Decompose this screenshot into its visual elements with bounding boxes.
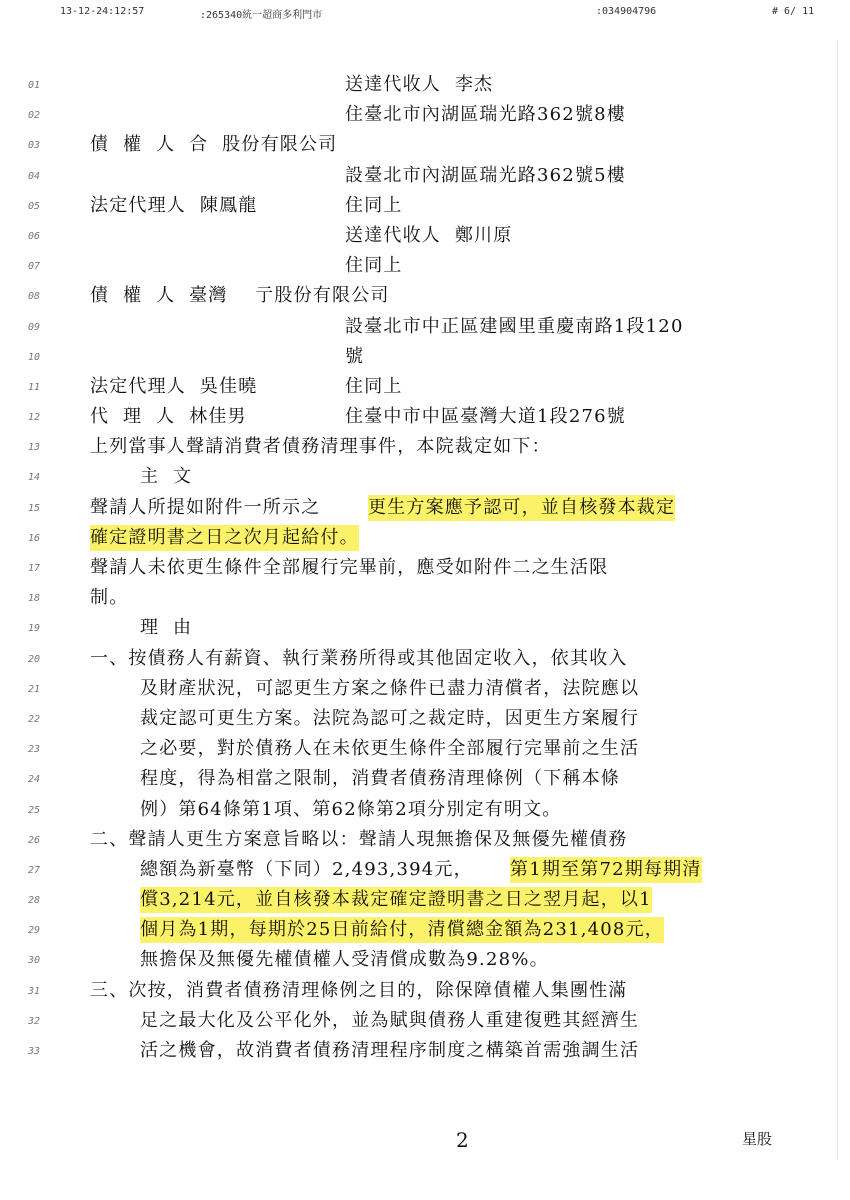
- line-text: 之必要，對於債務人在未依更生條件全部履行完畢前之生活: [140, 738, 640, 760]
- line-text: 裁定認可更生方案。法院為認可之裁定時，因更生方案履行: [140, 707, 640, 729]
- line-text: 號: [345, 345, 365, 367]
- document-body: [0, 70, 850, 1066]
- line-text: 一、按債務人有薪資、執行業務所得或其他固定收入，依其收入: [90, 647, 628, 669]
- line-text: 住臺中市中區臺灣大道1段276號: [345, 406, 627, 428]
- document-line: [0, 70, 850, 100]
- line-text: 住同上: [345, 194, 403, 216]
- fax-datetime: 13-12-24:12:57: [60, 6, 145, 17]
- document-line: [0, 191, 850, 221]
- line-text: 聲請人所提如附件一所示之: [90, 496, 321, 518]
- line-number: 30: [28, 955, 41, 967]
- line-number: 29: [28, 925, 41, 937]
- document-line: [0, 976, 850, 1006]
- line-number: 19: [28, 623, 41, 635]
- line-number: 09: [28, 321, 41, 333]
- line-number: 20: [28, 653, 41, 665]
- line-number: 31: [28, 985, 41, 997]
- line-text: 上列當事人聲請消費者債務清理事件，本院裁定如下：: [90, 436, 551, 458]
- line-text: 及財產狀況，可認更生方案之條件已盡力清償者，法院應以: [140, 677, 640, 699]
- line-number: 06: [28, 230, 41, 242]
- line-text: 無擔保及無優先權債權人受清償成數為9.28%。: [140, 949, 549, 971]
- line-text: 法定代理人 吳佳曉: [90, 375, 258, 397]
- document-line: [0, 553, 850, 583]
- line-text: 聲請人未依更生條件全部履行完畢前，應受如附件二之生活限: [90, 557, 609, 578]
- document-line: [0, 764, 850, 794]
- line-text: 二、聲請人更生方案意旨略以：聲請人現無擔保及無優先權債務: [90, 828, 628, 850]
- line-number: 01: [28, 80, 41, 91]
- document-line: [0, 251, 850, 281]
- document-line: [0, 613, 850, 643]
- line-text: 制。: [90, 587, 129, 609]
- document-line: [0, 493, 850, 523]
- document-line: [0, 1006, 850, 1036]
- line-text: 債 權 人 臺灣 亍股份有限公司: [90, 285, 390, 307]
- line-text: 住臺北市內湖區瑞光路362號8樓: [345, 104, 627, 126]
- line-number: 10: [28, 351, 41, 363]
- document-line: [0, 1036, 850, 1066]
- line-text: 住同上: [345, 255, 403, 277]
- fax-page: # 6/ 11: [772, 6, 815, 17]
- line-number: 21: [28, 683, 41, 695]
- fax-sender: :265340統一超商多利門市: [200, 10, 323, 21]
- line-text: 設臺北市內湖區瑞光路362號5樓: [345, 164, 627, 186]
- line-number: 15: [28, 502, 41, 514]
- document-line: [0, 462, 850, 492]
- highlighted-text: 個月為1期，每期於25日前給付，清償總金額為231,408元，: [140, 917, 664, 943]
- document-line: [0, 372, 850, 402]
- document-line: [0, 855, 850, 885]
- line-text: 送達代收人 鄭川原: [345, 224, 513, 246]
- line-number: 05: [28, 200, 41, 212]
- line-number: 24: [28, 774, 41, 786]
- line-text: 主 文: [140, 466, 193, 488]
- line-number: 28: [28, 895, 41, 907]
- line-number: 23: [28, 744, 41, 756]
- document-line: [0, 523, 850, 553]
- highlighted-text: 更生方案應予認可，並自核發本裁定: [368, 495, 675, 521]
- line-number: 32: [28, 1015, 41, 1027]
- line-text: 例）第64條第1項、第62條第2項分別定有明文。: [140, 798, 562, 820]
- line-text: 債 權 人 合 股份有限公司: [90, 134, 338, 156]
- highlighted-text: 償3,214元，並自核發本裁定確定證明書之日之翌月起，以1: [140, 887, 652, 913]
- line-number: 17: [28, 563, 41, 574]
- highlighted-text: 第1期至第72期每期清: [510, 857, 702, 883]
- document-line: [0, 432, 850, 462]
- line-number: 16: [28, 532, 41, 544]
- line-number: 22: [28, 713, 41, 725]
- document-line: [0, 312, 850, 342]
- line-text: 總額為新臺幣（下同）2,493,394元，: [140, 858, 473, 880]
- line-number: 12: [28, 412, 41, 424]
- highlighted-text: 確定證明書之日之次月起給付。: [90, 525, 359, 551]
- document-line: [0, 130, 850, 160]
- fax-number: :034904796: [596, 6, 657, 17]
- line-text: 送達代收人 李杰: [345, 74, 494, 95]
- line-text: 活之機會，故消費者債務清理程序制度之構築首需強調生活: [140, 1040, 640, 1061]
- line-text: 住同上: [345, 375, 403, 397]
- line-text: 理 由: [140, 617, 193, 639]
- document-line: [0, 915, 850, 945]
- document-line: [0, 674, 850, 704]
- document-line: [0, 885, 850, 915]
- document-line: [0, 100, 850, 130]
- line-text: 設臺北市中正區建國里重慶南路1段120: [345, 315, 684, 337]
- document-line: [0, 281, 850, 311]
- line-number: 26: [28, 834, 41, 846]
- line-number: 14: [28, 472, 41, 484]
- document-line: [0, 161, 850, 191]
- line-number: 25: [28, 804, 41, 816]
- document-line: [0, 825, 850, 855]
- line-number: 33: [28, 1046, 41, 1057]
- line-text: 法定代理人 陳鳳龍: [90, 194, 258, 216]
- document-line: [0, 583, 850, 613]
- document-line: [0, 795, 850, 825]
- document-line: [0, 221, 850, 251]
- line-number: 27: [28, 864, 41, 876]
- line-text: 程度，得為相當之限制，消費者債務清理條例（下稱本條: [140, 768, 620, 790]
- line-number: 11: [28, 381, 41, 393]
- fax-header: [0, 6, 850, 22]
- footer-seal-text: 星股: [742, 1130, 773, 1148]
- page-number: 2: [456, 1128, 469, 1152]
- document-line: [0, 734, 850, 764]
- line-text: 三、次按，消費者債務清理條例之目的，除保障債權人集團性滿: [90, 979, 628, 1001]
- document-line: [0, 342, 850, 372]
- line-text: 足之最大化及公平化外，並為賦與債務人重建復甦其經濟生: [140, 1009, 640, 1031]
- document-line: [0, 704, 850, 734]
- line-number: 04: [28, 170, 41, 182]
- line-number: 13: [28, 442, 41, 454]
- document-line: [0, 402, 850, 432]
- line-number: 07: [28, 261, 41, 273]
- line-number: 18: [28, 593, 41, 605]
- line-number: 02: [28, 110, 41, 122]
- line-text: 代 理 人 林佳男: [90, 406, 247, 428]
- document-line: [0, 644, 850, 674]
- line-number: 03: [28, 140, 41, 152]
- document-line: [0, 945, 850, 975]
- line-number: 08: [28, 291, 41, 303]
